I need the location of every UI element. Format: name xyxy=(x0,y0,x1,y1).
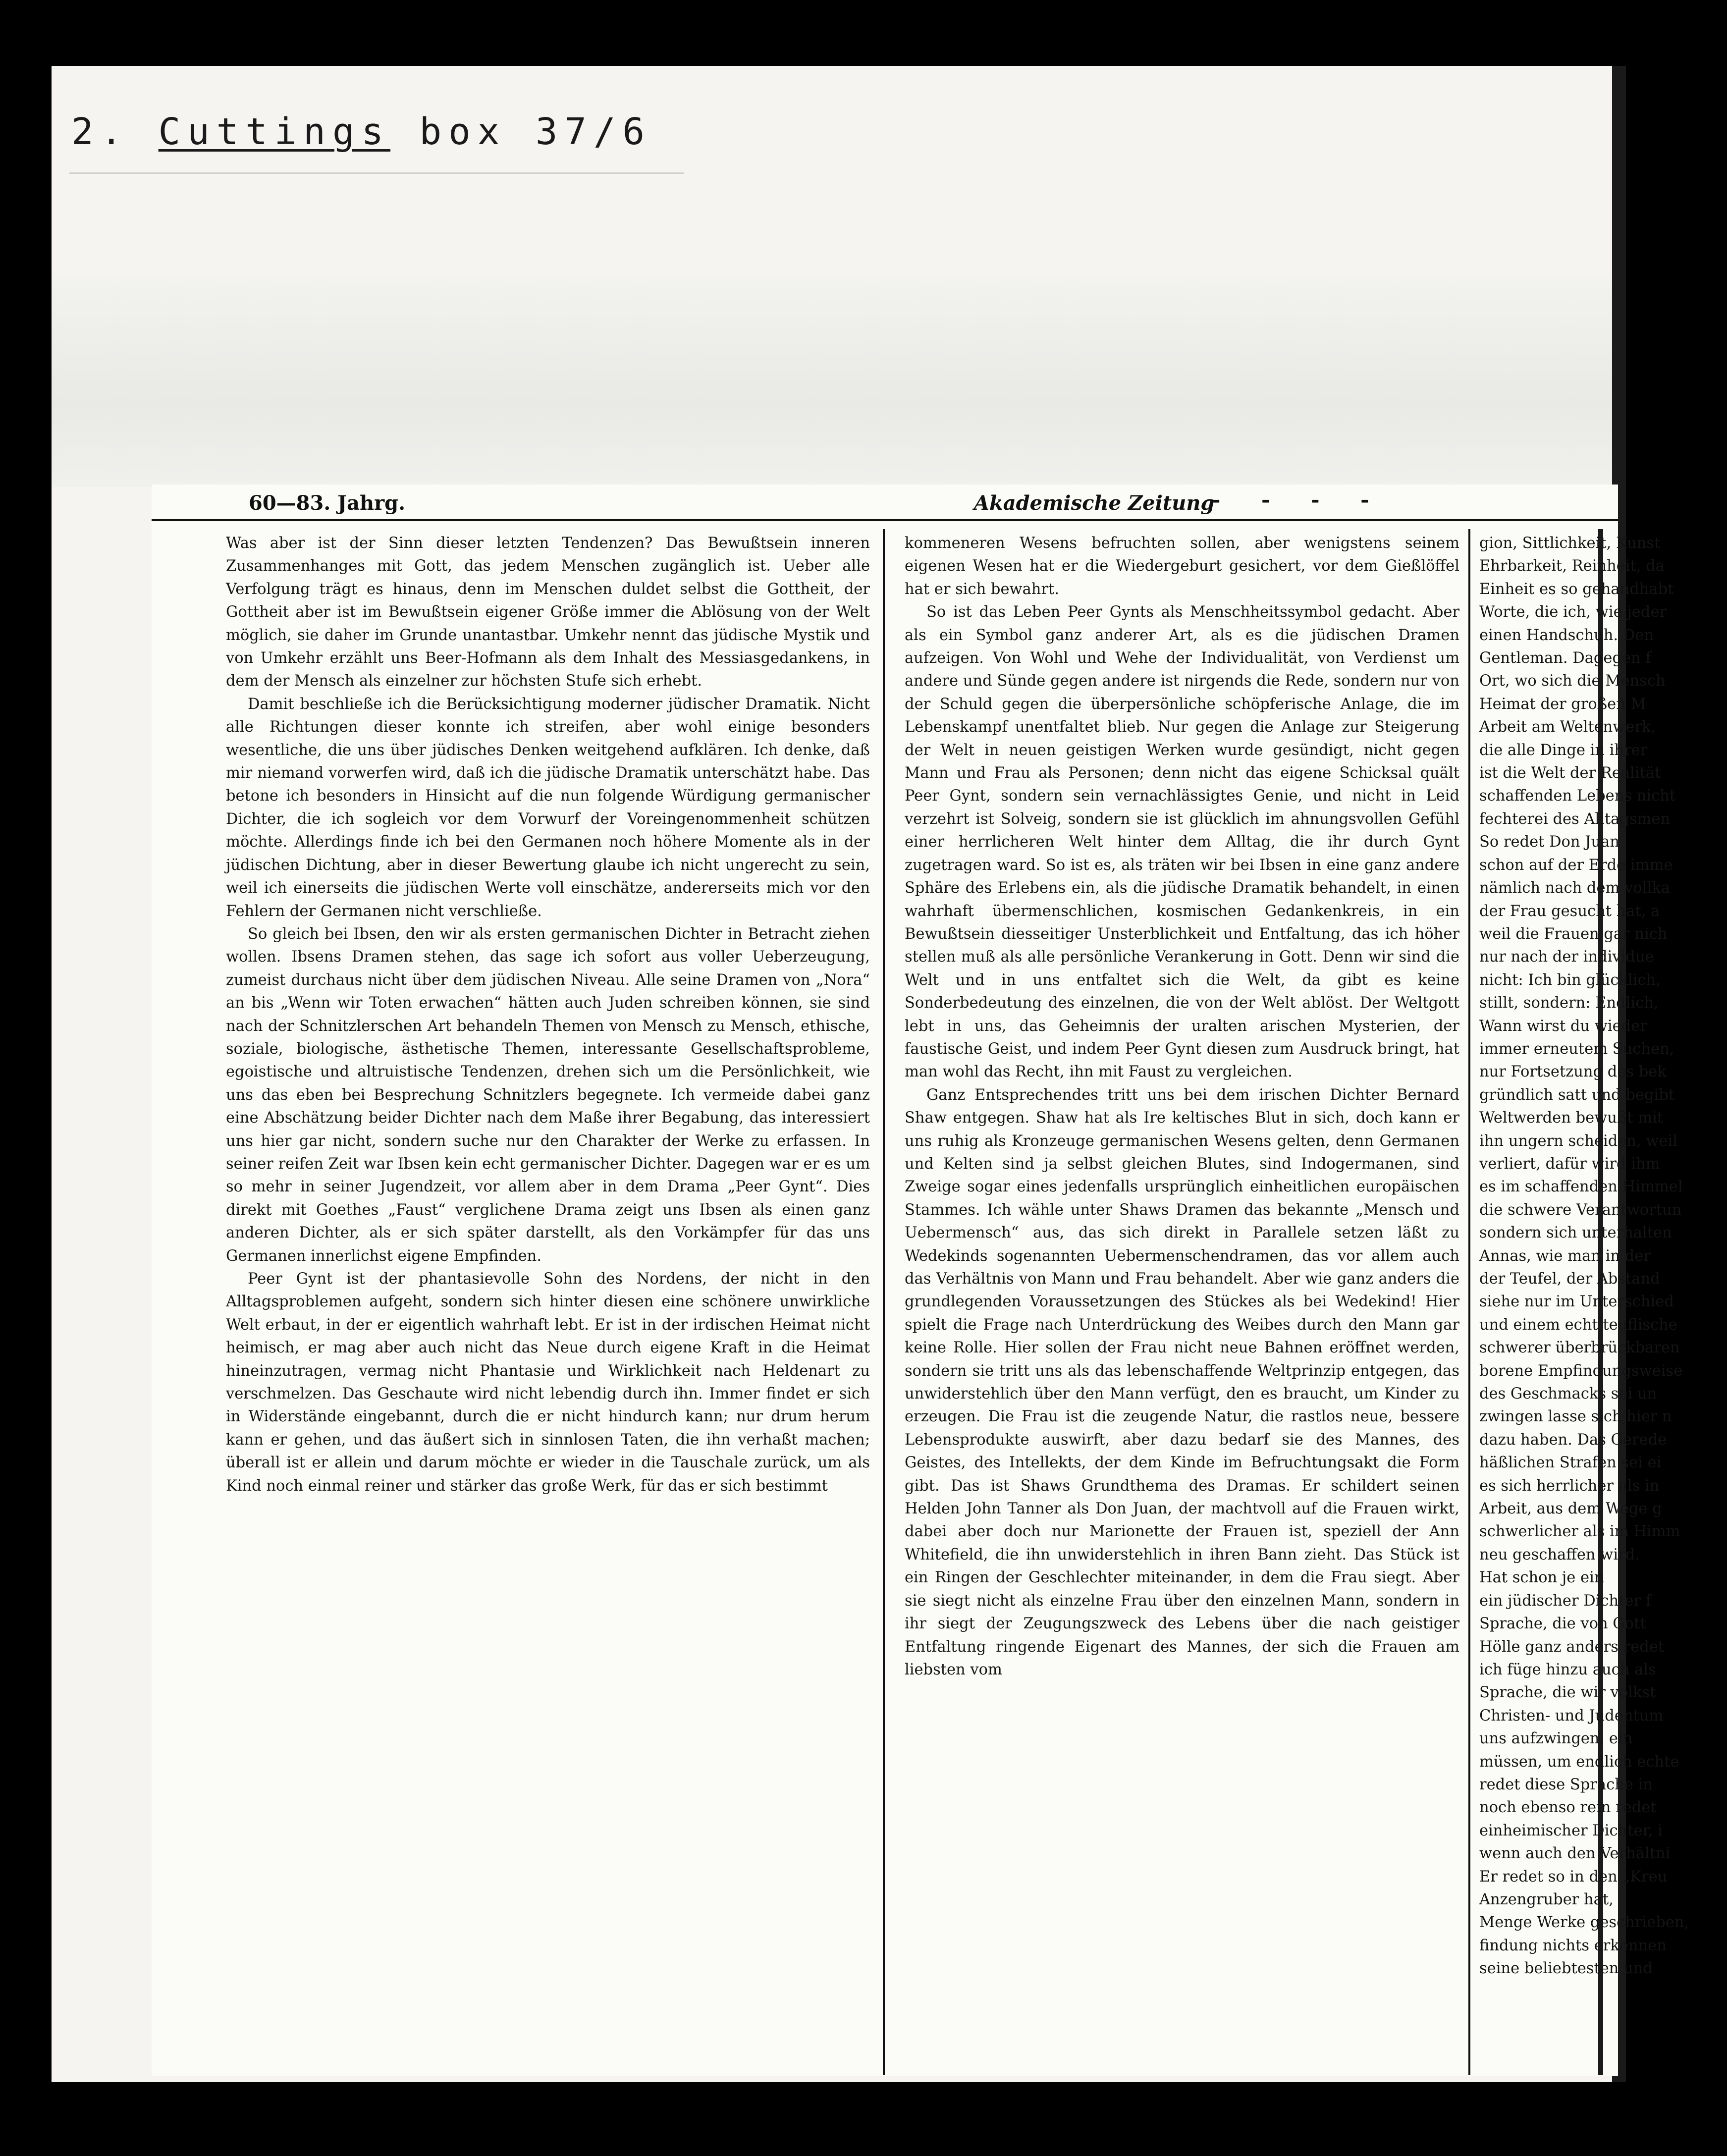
column-line: stillt, sondern: Endlich, xyxy=(1479,994,1659,1012)
column-line: immer erneutem Suchen, xyxy=(1479,1040,1674,1058)
column-line: nur Fortsetzung des bek xyxy=(1479,1063,1667,1081)
filing-number: 2. xyxy=(71,110,130,153)
column-line: Sprache, die von Gott xyxy=(1479,1615,1646,1633)
article-column-3 xyxy=(1479,532,1727,2068)
column-line: wenn auch den Verhältni xyxy=(1479,1845,1671,1863)
paragraph: Damit beschließe ich die Berücksichtigung moderner jüdischer Dramatik. Nicht alle Richtungen dieser konnte ich streifen, aber wohl einige besonders wesentliche, die uns über jüdisches Denken weitgehend aufklären. Ich denke, daß mir niemand vorwerfen wird, daß ich die jüdische Dramatik unterschätzt habe. Das betone ich besonders in Hinsicht auf die nun folgende Würdigung germanischer Dichter, die ich sogleich vor dem Vorwurf der Voreingenommenheit schützen möchte. Allerdings finde ich bei den Germanen noch höhere Momente als in der jüdischen Dichtung, aber in dieser Bewertung glaube ich nicht ungerecht zu sein, weil ich einerseits die jüdischen Werte voll einschätze, andererseits mich vor den Fehlern der Germanen nicht verschließe. xyxy=(226,695,870,920)
column-line: So redet Don Juan xyxy=(1479,833,1619,851)
column-line: Weltwerden bewußt mit xyxy=(1479,1109,1664,1127)
column-line: Hat schon je ein xyxy=(1479,1569,1604,1587)
column-line: neu geschaffen wird. xyxy=(1479,1546,1640,1563)
column-line: gründlich satt und begibt xyxy=(1479,1086,1675,1104)
column-line: Arbeit am Weltenwerk, xyxy=(1479,718,1656,736)
column-line: schon auf der Erde imme xyxy=(1479,856,1673,874)
column-line: ihn ungern scheiden, weil xyxy=(1479,1132,1677,1150)
paragraph: So gleich bei Ibsen, den wir als ersten germanischen Dichter in Betracht ziehen wollen. Ibsens Dramen stehen, das sage ich sofort aus voller Ueberzeugung, zumeist durchaus nicht über dem jüdischen Niveau. Alle seine Dramen von „Nora“ an bis „Wenn wir Toten erwachen“ hätten auch Juden schreiben können, sie sind nach der Schnitzlerschen Art behandeln Themen von Mensch zu Mensch, ethische, soziale, biologische, ästhetische Themen, interessante Gesellschaftsprobleme, egoistische und altruistische Tendenzen, drehen sich um die Persönlichkeit, wie uns das eben bei Besprechung Schnitzlers begegnete. Ich vermeide dabei ganz eine Abschätzung beider Dichter nach dem Maße ihrer Begabung, das interessiert uns hier gar nicht, sondern suche nur den Charakter der Werke zu erfassen. In seiner reifen Zeit war Ibsen kein echt germanischer Dichter. Dagegen war er es um so mehr in seiner Jugendzeit, vor allem aber in dem Drama „Peer Gynt“. Dies direkt mit Goethes „Faust“ verglichene Drama zeigt uns Ibsen als einen ganz anderen Dichter, als er sich später darstellt, als den Vorkämpfer für das uns Germanen innerlichst eigene Empfinden. xyxy=(226,925,870,1265)
column-line: Arbeit, aus dem Wege g xyxy=(1479,1500,1662,1518)
column-line: es im schaffenden Himmel xyxy=(1479,1178,1683,1196)
column-line: Wann wirst du wieder xyxy=(1479,1017,1647,1035)
column-line: Ehrbarkeit, Reinheit, da xyxy=(1479,557,1665,575)
header-marks: - - - - xyxy=(1212,487,1386,512)
column-line: Christen- und Judentum xyxy=(1479,1707,1664,1725)
column-line: siehe nur im Unterschied xyxy=(1479,1293,1674,1311)
paragraph: Peer Gynt ist der phantasievolle Sohn des Nordens, der nicht in den Alltagsproblemen aufgeht, sondern sich hinter diesen eine schönere unwirkliche Welt erbaut, in der er eigentlich wahrhaft lebt. Er ist in der irdischen Heimat nicht heimisch, er mag aber auch nicht das Neue durch eigene Kraft in die Heimat hineinzutragen, vermag nicht Phantasie und Wirklichkeit nach Heldenart zu verschmelzen. Das Geschaute wird nicht lebendig durch ihn. Immer findet er sich in Widerstände eingebannt, durch die er nicht hindurch kann; nur drum herum kann er gehen, und das äußert sich in sinnlosen Taten, die ihn verhaßt machen; überall ist er allein und darum möchte er wieder in die Tauschale zurück, um als Kind noch einmal reiner und stärker das große Werk, für das er sich bestimmt xyxy=(226,1270,870,1495)
column-line: einheimischer Dichter, i xyxy=(1479,1822,1663,1839)
column-line: Anzengruber hat, xyxy=(1479,1890,1614,1908)
column-line: und einem echt teuflische xyxy=(1479,1316,1677,1334)
column-line: schwerer überbrückbaren xyxy=(1479,1339,1680,1357)
column-line: die schwere Verantwortun xyxy=(1479,1201,1682,1219)
column-line: Einheit es so gehandhabt xyxy=(1479,580,1674,598)
column-line: des Geschmacks sei un xyxy=(1479,1385,1657,1403)
column-line: ich füge hinzu auch als xyxy=(1479,1661,1656,1678)
column-line: weil die Frauen gar nich xyxy=(1479,925,1668,943)
column-line: ein jüdischer Dichter f xyxy=(1479,1592,1652,1610)
column-line: häßlichen Strafen sei ei xyxy=(1479,1454,1662,1472)
article-column-1 xyxy=(226,532,870,2068)
label-underline xyxy=(69,172,684,174)
column-line: gion, Sittlichkeit, Kunst xyxy=(1479,535,1661,552)
scan-shade xyxy=(52,279,1626,487)
column-line: nämlich nach dem vollka xyxy=(1479,879,1670,897)
column-line: der Teufel, der Abstand xyxy=(1479,1270,1660,1288)
page-number: 60—83. Jahrg. xyxy=(249,491,406,515)
paragraph: Was aber ist der Sinn dieser letzten Tendenzen? Das Bewußtsein inneren Zusammenhanges mit Gott, das jedem Menschen zugänglich ist. Ueber alle Verfolgung trägt es hinaus, denn im Menschen duldet selbst die Gottheit, der Gottheit aber ist im Bewußtsein eigener Größe immer die Ablösung von der Welt möglich, sie daher im Grunde unantastbar. Umkehr nennt das jüdische Mystik und von Umkehr erzählt uns Beer-Hofmann als dem Inhalt des Messiasgedankens, in dem der Mensch als einzelner zur höchsten Stufe sich erhebt. xyxy=(226,535,870,690)
column-line: schwerlicher als im Himm xyxy=(1479,1523,1680,1541)
filing-category: Cuttings xyxy=(158,110,391,153)
article-column-2 xyxy=(905,532,1459,2068)
column-line: die alle Dinge in ihrer xyxy=(1479,741,1648,759)
column-line: schaffenden Lebens nicht xyxy=(1479,787,1676,805)
column-line: fechterei des Alltagsmen xyxy=(1479,810,1671,828)
running-head xyxy=(152,485,1618,521)
column-line: zwingen lasse sich hier n xyxy=(1479,1408,1672,1426)
column-line: Annas, wie man in der xyxy=(1479,1247,1651,1265)
column-line: müssen, um endlich echte xyxy=(1479,1753,1679,1771)
column-line: nur nach der individue xyxy=(1479,948,1654,966)
paragraph: Ganz Entsprechendes tritt uns bei dem irischen Dichter Bernard Shaw entgegen. Shaw hat als Irе keltisches Blut in sich, doch kann er uns ruhig als Kronzeuge germanischen Wesens gelten, denn Germanen und Kelten sind ja selbst gleichen Blutes, sind Indogermanen, sind Zweige sogar eines jedenfalls ursprünglich einheitlichen europäischen Stammes. Ich wähle unter Shaws Dramen das bekannte „Mensch und Uebermensch“ aus, das sich direkt in Parallele setzen läßt zu Wedekinds sogenannten Uebermenschendramen, das vor allem auch das Verhältnis von Mann und Frau behandelt. Aber wie ganz anders die grundlegenden Voraussetzungen des Stückes als bei Wedekind! Hier spielt die Frage nach Unterdrückung des Weibes durch den Mann gar keine Rolle. Hier sollen der Frau nicht neue Bahnen eröffnet werden, sondern sie tritt uns als das lebenschaffende Weltprinzip entgegen, das unwiderstehlich über den Mann verfügt, den es braucht, um Kinder zu erzeugen. Die Frau ist die zeugende Natur, die rastlos neue, bessere Lebensprodukte auswirft, aber dazu bedarf sie des Mannes, des Geistes, des Intellekts, der dem Kinde im Befruchtungsakt die Form gibt. Das ist Shaws Grundthema des Dramas. Er schildert seinen Helden John Tanner als Don Juan, der machtvoll auf die Frauen wirkt, dabei aber doch nur Marionette der Frauen ist, speziell der Ann Whitefield, die ihn unwiderstehlich in ihren Bann zieht. Das Stück ist ein Ringen der Geschlechter miteinander, in dem die Frau siegt. Aber sie siegt nicht als einzelne Frau über den einzelnen Mann, sondern in ihr siegt der Zeugungszweck des Lebens über die nach geistiger Entfaltung ringende Eigenart des Mannes, der sich die Frauen am liebsten vom xyxy=(905,1086,1459,1678)
column-line: redet diese Sprache in xyxy=(1479,1776,1653,1793)
column-line: seine beliebtesten und xyxy=(1479,1960,1653,1978)
column-line: der Frau gesucht hat, a xyxy=(1479,902,1660,920)
masthead: Akademische Zeitung xyxy=(974,491,1215,515)
filing-box: box 37/6 xyxy=(419,110,652,153)
column-rule xyxy=(883,529,885,2075)
column-line: uns aufzwingen, ein xyxy=(1479,1730,1633,1748)
column-line: Gentleman. Dagegen f xyxy=(1479,649,1651,667)
column-line: dazu haben. Das Geredе xyxy=(1479,1431,1667,1449)
column-line: ist die Welt der Realität xyxy=(1479,764,1661,782)
column-line: Worte, die ich, wie jeder xyxy=(1479,603,1667,621)
column-line: verliert, dafür wird ihm xyxy=(1479,1155,1660,1173)
column-line: Er redet so in den „Kreu xyxy=(1479,1868,1668,1886)
newspaper-clipping xyxy=(152,485,1689,2076)
column-line: findung nichts erkennen xyxy=(1479,1937,1667,1954)
column-line: nicht: Ich bin glücklich, xyxy=(1479,971,1661,989)
column-line: einen Handschuh. Den xyxy=(1479,626,1654,644)
column-line: sondern sich unterhalten xyxy=(1479,1224,1672,1242)
paragraph: kommeneren Wesens befruchten sollen, aber wenigstens seinem eigenen Wesen hat er die Wiedergeburt gesichert, vor dem Gießlöffel hat er sich bewahrt. xyxy=(905,535,1459,598)
column-rule xyxy=(1468,529,1470,2075)
column-line: Sprache, die wir volkst xyxy=(1479,1684,1656,1702)
column-line: es sich herrlicher als in xyxy=(1479,1477,1660,1495)
column-line: Menge Werke geschrieben, xyxy=(1479,1914,1689,1932)
column-line: Ort, wo sich die Mensch xyxy=(1479,672,1666,690)
column-line: Hölle ganz anders redet xyxy=(1479,1638,1665,1656)
column-line: Heimat der großen M xyxy=(1479,695,1646,713)
paragraph: So ist das Leben Peer Gynts als Menschheitssymbol gedacht. Aber als ein Symbol ganz anderer Art, als es die jüdischen Dramen aufzeigen. Von Wohl und Wehe der Individualität, von Verdienst um andere und Sünde gegen andere ist nirgends die Rede, sondern nur von der Schuld gegen die überpersönliche schöpferische Anlage, die im Lebenskampf unentfaltet blieb. Nur gegen die Anlage zur Steigerung der Welt in neuen geistigen Werken wurde gesündigt, nicht gegen Mann und Frau als Personen; denn nicht das eigene Schicksal quält Peer Gynt, sondern sein vernachlässigtes Genie, und nicht in Leid verzehrt ist Solveig, sondern sie ist glücklich im ahnungsvollen Gefühl einer herrlicheren Welt hinter dem Alltag, die ihr durch Gynt zugetragen ward. So ist es, als träten wir bei Ibsen in eine ganz andere Sphäre des Erlebens ein, als die jüdische Dramatik behandelt, in einen wahrhaft übermenschlichen, kosmischen Gedankenkreis, in ein Bewußtsein diesseitiger Unsterblichkeit und Entfaltung, das ich höher stellen muß als alle persönliche Verankerung in Gott. Denn wir sind die Welt und in uns entfaltet sich die Welt, da gibt es keine Sonderbedeutung des einzelnen, die von der Welt ablöst. Der Weltgott lebt in uns, das Geheimnis der uralten arischen Mysterien, der faustische Geist, und indem Peer Gynt diesen zum Ausdruck bringt, hat man wohl das Recht, ihn mit Faust zu vergleichen. xyxy=(905,603,1459,1081)
column-line: borene Empfindungsweise xyxy=(1479,1362,1683,1380)
filing-label xyxy=(71,110,651,153)
column-line: noch ebenso rein redet xyxy=(1479,1799,1657,1817)
